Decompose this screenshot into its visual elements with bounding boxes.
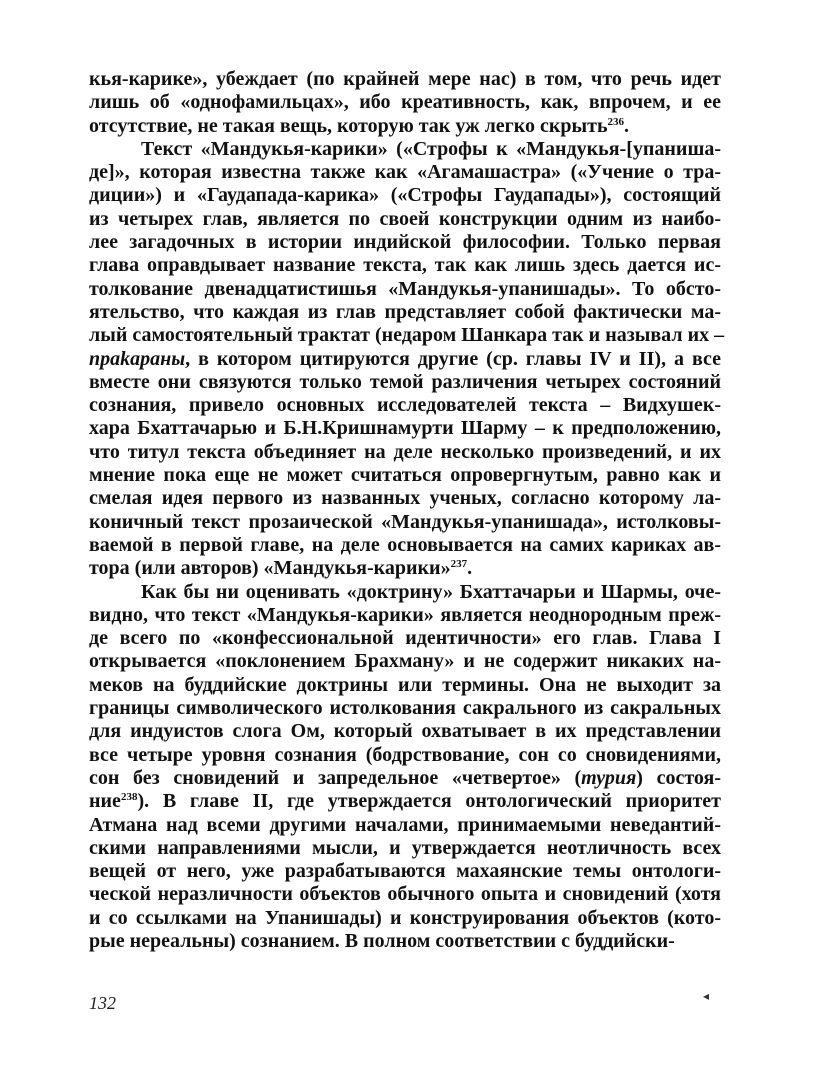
text-line: тора (или авторов) «Мандукья-карики»$^{237}$.	[89, 557, 473, 580]
text-line: отсутствие, не такая вещь, которую так уж легко скрыть$^{236}$.	[89, 114, 630, 137]
footnote-ref: 236	[607, 115, 625, 128]
text-line: коничный текст прозаической «Мандукья-упанишада», истолковы-	[89, 510, 721, 533]
text-line: смелая идея первого из названных ученых, согласно которому ла-	[89, 487, 721, 510]
text-line: меков на буддийские доктрины или термины. Она не выходит за	[89, 673, 721, 696]
text-line: Атмана над всеми другими началами, принимаемыми неведантий-	[89, 813, 721, 836]
text-line: диции») и «Гаудапада-карика» («Строфы Гаудапады»), состоящий	[89, 184, 721, 207]
text-line: рые нереальны) сознанием. В полном соответствии с буддийски-	[89, 929, 675, 952]
text-line: что титул текста объединяет на деле несколько произведений, и их	[89, 440, 721, 463]
text-line: глава оправдывает название текста, так как лишь здесь дается ис-	[89, 254, 721, 277]
text-line: де всего по «конфессиональной идентичности» его глав. Глава I	[89, 627, 721, 650]
text-line: ние$^{238}$). В главе II, где утверждается онтологический приоритет	[89, 790, 721, 813]
page-number: 132	[89, 993, 116, 1013]
paragraph	[89, 581, 721, 954]
text-line: ваемой в первой главе, на деле основывается на самих кариках ав-	[89, 533, 721, 556]
text-line: вещей от него, уже разрабатываются махаянские темы онтологи-	[89, 860, 721, 883]
paragraph	[89, 68, 721, 138]
text-line: сознания, привело основных исследователей текста – Видхушек-	[89, 394, 721, 417]
text-line: мнение пока еще не может считаться опровергнутым, равно как и	[89, 464, 721, 487]
text-line: из четырех глав, является по своей конструкции одним из наибо-	[89, 207, 721, 230]
text-line: скими направлениями мысли, и утверждается неотличность всех	[89, 836, 721, 859]
text-line: и со ссылками на Упанишады) и конструирования объектов (кото-	[89, 906, 721, 929]
text-line: открывается «поклонением Брахману» и не содержит никаких на-	[89, 650, 721, 673]
text-line: лишь об «однофамильцах», ибо креативность, как, впрочем, и ее	[89, 91, 721, 114]
text-line: границы символического истолкования сакрального из сакральных	[89, 697, 721, 720]
text-line: прakараны, в котором цитируются другие (ср. главы IV и II), а все	[89, 347, 721, 370]
text-line: для индуистов слога Ом, который охватывает в их представлении	[89, 720, 721, 743]
text-line: ческой неразличности объектов обычного опыта и сновидений (хотя	[89, 883, 721, 906]
text-line: Как бы ни оценивать «доктрину» Бхаттачарьи и Шармы, оче-	[141, 580, 721, 603]
text-line: Текст «Мандукья-карики» («Строфы к «Мандукья-[упаниша-	[141, 137, 721, 160]
text-line: сон без сновидений и запредельное «четвертое» (турия) состоя-	[89, 766, 721, 789]
page-body	[89, 68, 725, 953]
text-line: все четыре уровня сознания (бодрствование, сон со сновидениями,	[89, 743, 721, 766]
text-line: лее загадочных в истории индийской философии. Только первая	[89, 231, 721, 254]
text-line: ятельство, что каждая из глав представляет собой фактически ма-	[89, 300, 721, 323]
text-line: вместе они связуются только темой различения четырех состояний	[89, 370, 721, 393]
footnote-ref: 238	[120, 791, 138, 804]
text-line: де]», которая известна также как «Агамашастра» («Учение о тра-	[89, 161, 721, 184]
text-line: хара Бхаттачарью и Б.Н.Кришнамурти Шарму – к предположению,	[89, 417, 721, 440]
text-line: видно, что текст «Мандукья-карики» является неоднородным преж-	[89, 603, 721, 626]
stray-mark: ◂	[703, 989, 710, 1003]
footnote-ref: 237	[450, 558, 468, 571]
text-line: кья-карике», убеждает (по крайней мере нас) в том, что речь идет	[89, 68, 721, 90]
paragraph	[89, 137, 725, 581]
text-line: лый самостоятельный трактат (недаром Шанкара так и называл их –	[89, 324, 725, 347]
text-line: толкование двенадцатистишья «Мандукья-упанишады». То обсто-	[89, 277, 721, 300]
